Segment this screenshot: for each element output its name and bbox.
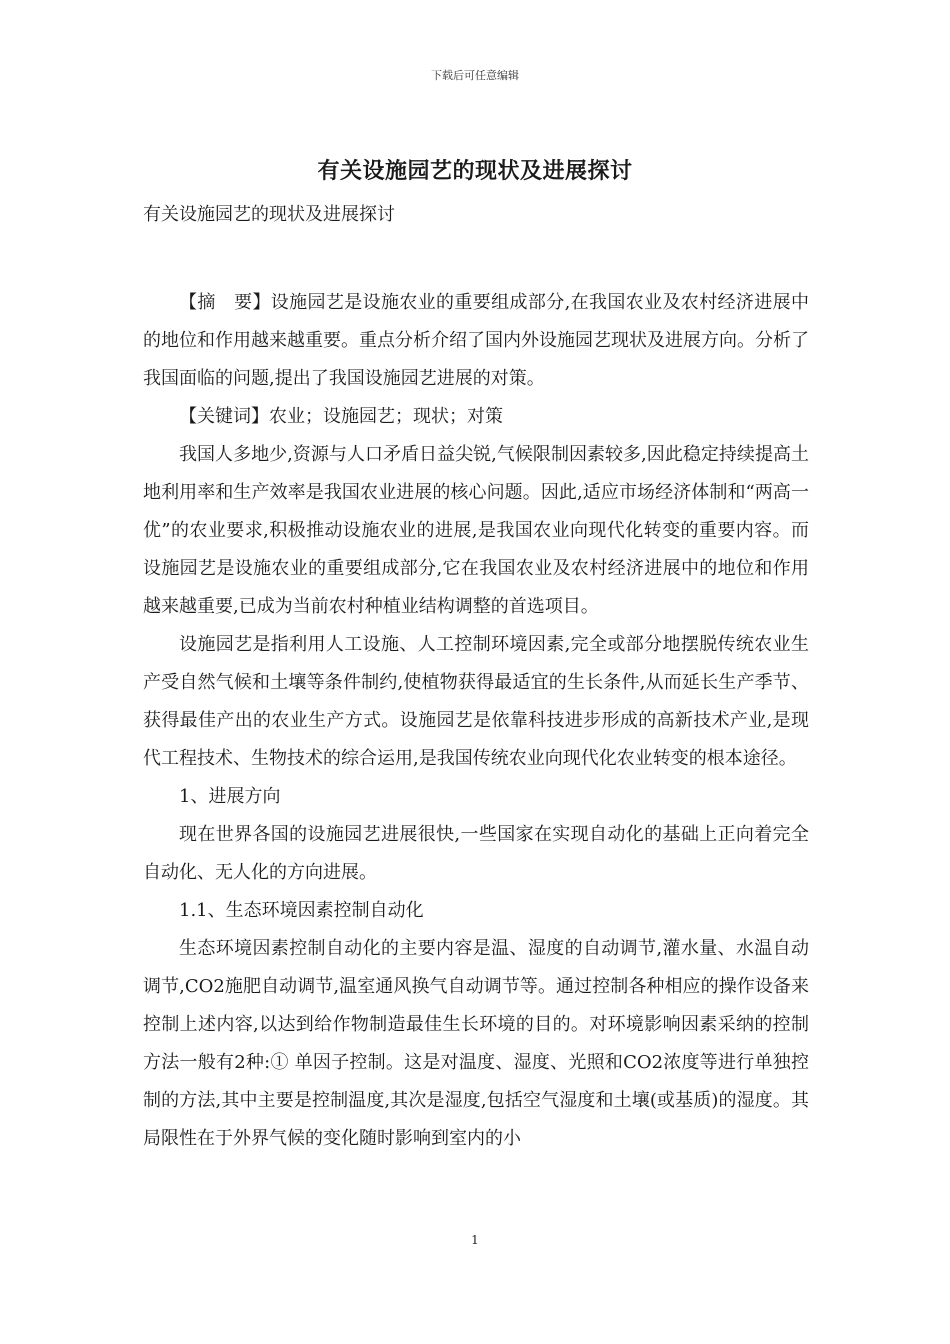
section-heading-1-1: 1.1、生态环境因素控制自动化 [179, 900, 424, 921]
section-1-paragraph: 现在世界各国的设施园艺进展很快,一些国家在实现自动化的基础上正向着完全自动化、无人化的方向进展。 [143, 824, 809, 883]
header-note: 下载后可任意编辑 [431, 69, 519, 82]
definition-paragraph: 设施园艺是指利用人工设施、人工控制环境因素,完全或部分地摆脱传统农业生产受自然气候和土壤等条件制约,使植物获得最适宜的生长条件,从而延长生产季节、获得最佳产出的农业生产方式。设施园艺是依靠科技进步形成的高新技术产业,是现代工程技术、生物技术的综合运用,是我国传统农业向现代化农业转变的根本途径。 [143, 634, 809, 769]
document-title: 有关设施园艺的现状及进展探讨 [317, 158, 633, 184]
keywords-paragraph: 【关键词】农业；设施园艺；现状；对策 [179, 406, 503, 427]
abstract-paragraph: 【摘 要】设施园艺是设施农业的重要组成部分,在我国农业及农村经济进展中的地位和作用越来越重要。重点分析介绍了国内外设施园艺现状及进展方向。分析了我国面临的问题,提出了我国设施园艺进展的对策。 [143, 292, 809, 389]
document-body [143, 196, 809, 1158]
intro-paragraph: 我国人多地少,资源与人口矛盾日益尖锐,气候限制因素较多,因此稳定持续提高土地利用率和生产效率是我国农业进展的核心问题。因此,适应市场经济体制和“两高一优”的农业要求,积极推动设施农业的进展,是我国农业向现代化转变的重要内容。而设施园艺是设施农业的重要组成部分,它在我国农业及农村经济进展中的地位和作用越来越重要,已成为当前农村种植业结构调整的首选项目。 [143, 444, 809, 617]
spacer [143, 234, 809, 284]
section-1-1-paragraph: 生态环境因素控制自动化的主要内容是温、湿度的自动调节,灌水量、水温自动调节,CO2施肥自动调节,温室通风换气自动调节等。通过控制各种相应的操作设备来控制上述内容,以达到给作物制造最佳生长环境的目的。对环境影响因素采纳的控制方法一般有2种:① 单因子控制。这是对温度、湿度、光照和CO2浓度等进行单独控制的方法,其中主要是控制温度,其次是湿度,包括空气湿度和土壤(或基质)的湿度。其局限性在于外界气候的变化随时影响到室内的小 [143, 938, 809, 1149]
page-number: 1 [471, 1233, 479, 1247]
document-subtitle: 有关设施园艺的现状及进展探讨 [143, 204, 395, 225]
section-heading-1: 1、进展方向 [179, 786, 281, 807]
